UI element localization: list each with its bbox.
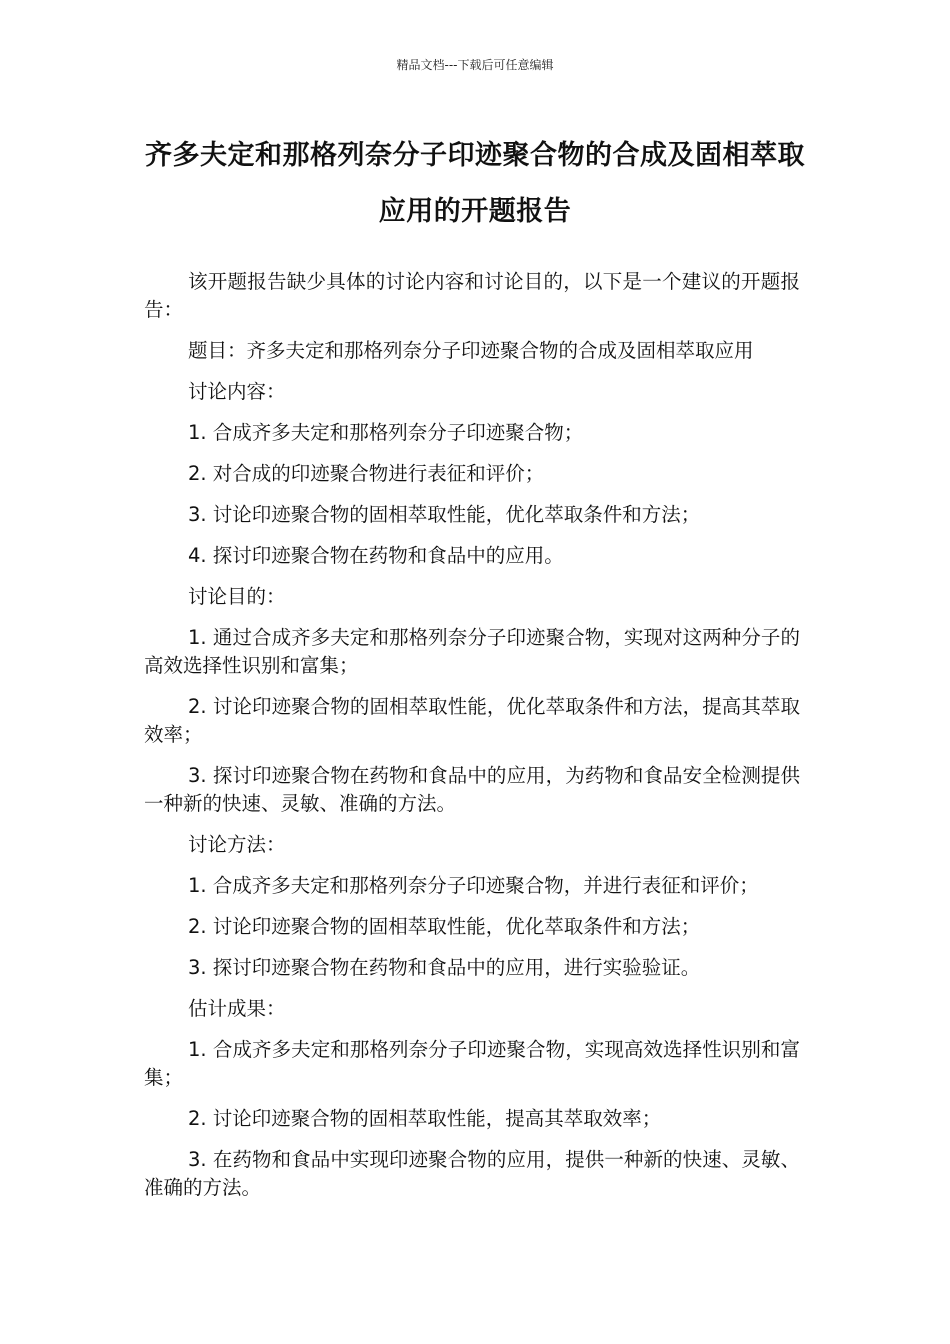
intro-paragraph: 该开题报告缺少具体的讨论内容和讨论目的，以下是一个建议的开题报告： [144, 270, 800, 321]
outcome-item: 2. 讨论印迹聚合物的固相萃取性能，提高其萃取效率； [188, 1107, 662, 1130]
outcome-item: 3. 在药物和食品中实现印迹聚合物的应用，提供一种新的快速、灵敏、准确的方法。 [144, 1148, 800, 1199]
document-body [144, 268, 800, 1215]
objective-item: 2. 讨论印迹聚合物的固相萃取性能，优化萃取条件和方法，提高其萃取效率； [144, 695, 800, 746]
document-title: 齐多夫定和那格列奈分子印迹聚合物的合成及固相萃取应用的开题报告 [145, 140, 805, 227]
section-heading-methods: 讨论方法： [188, 833, 286, 856]
topic-line: 题目：齐多夫定和那格列奈分子印迹聚合物的合成及固相萃取应用 [188, 339, 754, 362]
method-item: 2. 讨论印迹聚合物的固相萃取性能，优化萃取条件和方法； [188, 915, 701, 938]
content-item: 3. 讨论印迹聚合物的固相萃取性能，优化萃取条件和方法； [188, 503, 701, 526]
content-item: 1. 合成齐多夫定和那格列奈分子印迹聚合物； [188, 421, 584, 444]
section-heading-outcomes: 估计成果： [188, 997, 286, 1020]
header-note: 精品文档---下载后可任意编辑 [396, 58, 554, 72]
objective-item: 3. 探讨印迹聚合物在药物和食品中的应用，为药物和食品安全检测提供一种新的快速、灵敏、准确的方法。 [144, 764, 800, 815]
section-heading-objectives: 讨论目的： [188, 585, 286, 608]
method-item: 3. 探讨印迹聚合物在药物和食品中的应用，进行实验验证。 [188, 956, 701, 979]
objective-item: 1. 通过合成齐多夫定和那格列奈分子印迹聚合物，实现对这两种分子的高效选择性识别和富集； [144, 626, 800, 677]
content-item: 4. 探讨印迹聚合物在药物和食品中的应用。 [188, 544, 564, 567]
method-item: 1. 合成齐多夫定和那格列奈分子印迹聚合物，并进行表征和评价； [188, 874, 759, 897]
outcome-item: 1. 合成齐多夫定和那格列奈分子印迹聚合物，实现高效选择性识别和富集； [144, 1038, 800, 1089]
content-item: 2. 对合成的印迹聚合物进行表征和评价； [188, 462, 545, 485]
section-heading-content: 讨论内容： [188, 380, 286, 403]
